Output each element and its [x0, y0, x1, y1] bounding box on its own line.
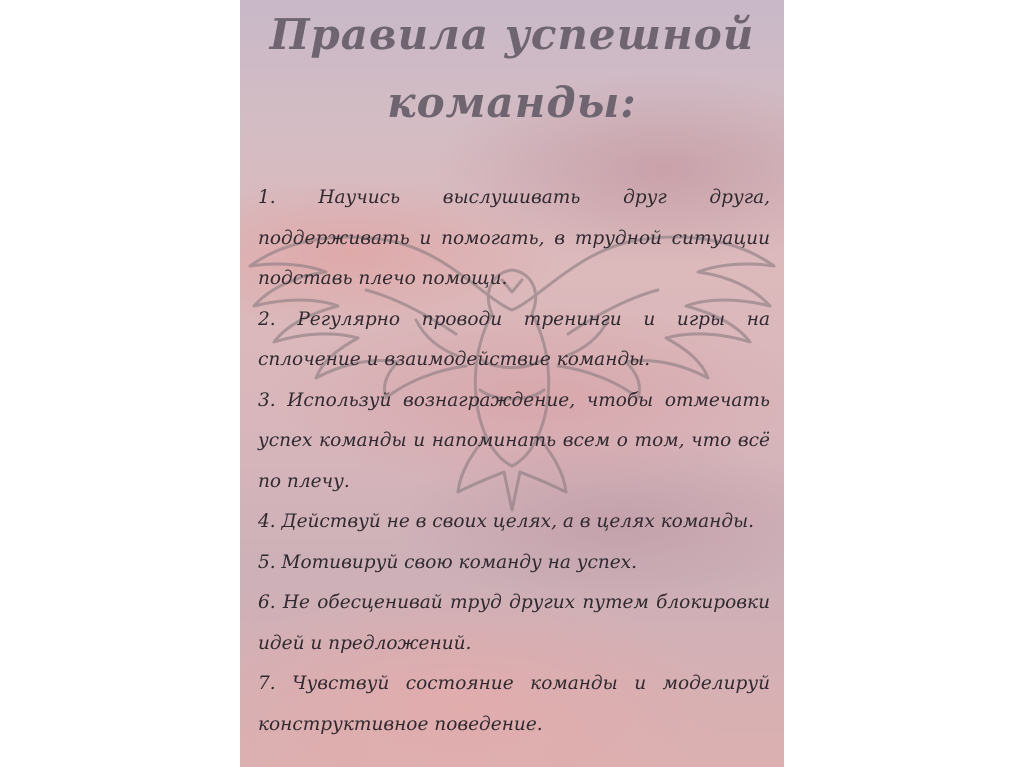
rule-item-1: 1. Научись выслушивать друг друга, поддерживать и помогать, в трудной ситуации подставь плечо помощи. [258, 187, 770, 289]
rule-item-2: 2. Регулярно проводи тренинги и игры на сплочение и взаимодействие команды. [258, 308, 770, 370]
rule-item-5: 5. Мотивируй свою команду на успех. [258, 551, 637, 573]
rules-list [258, 178, 770, 745]
rule-item-3: 3. Используй вознаграждение, чтобы отмечать успех команды и напоминать всем о том, что всё по плечу. [258, 389, 770, 492]
rule-item-4: 4. Действуй не в своих целях, а в целях команды. [258, 511, 755, 532]
poster-title-line-2: команды: [387, 78, 637, 127]
poster-title-line-1: Правила успешной [269, 10, 755, 59]
rule-item-6: 6. Не обесценивай труд других путем блокировки идей и предложений. [258, 592, 770, 654]
rule-item-7: 7. Чувствуй состояние команды и моделируй конструктивное поведение. [258, 673, 770, 735]
poster [240, 0, 784, 767]
